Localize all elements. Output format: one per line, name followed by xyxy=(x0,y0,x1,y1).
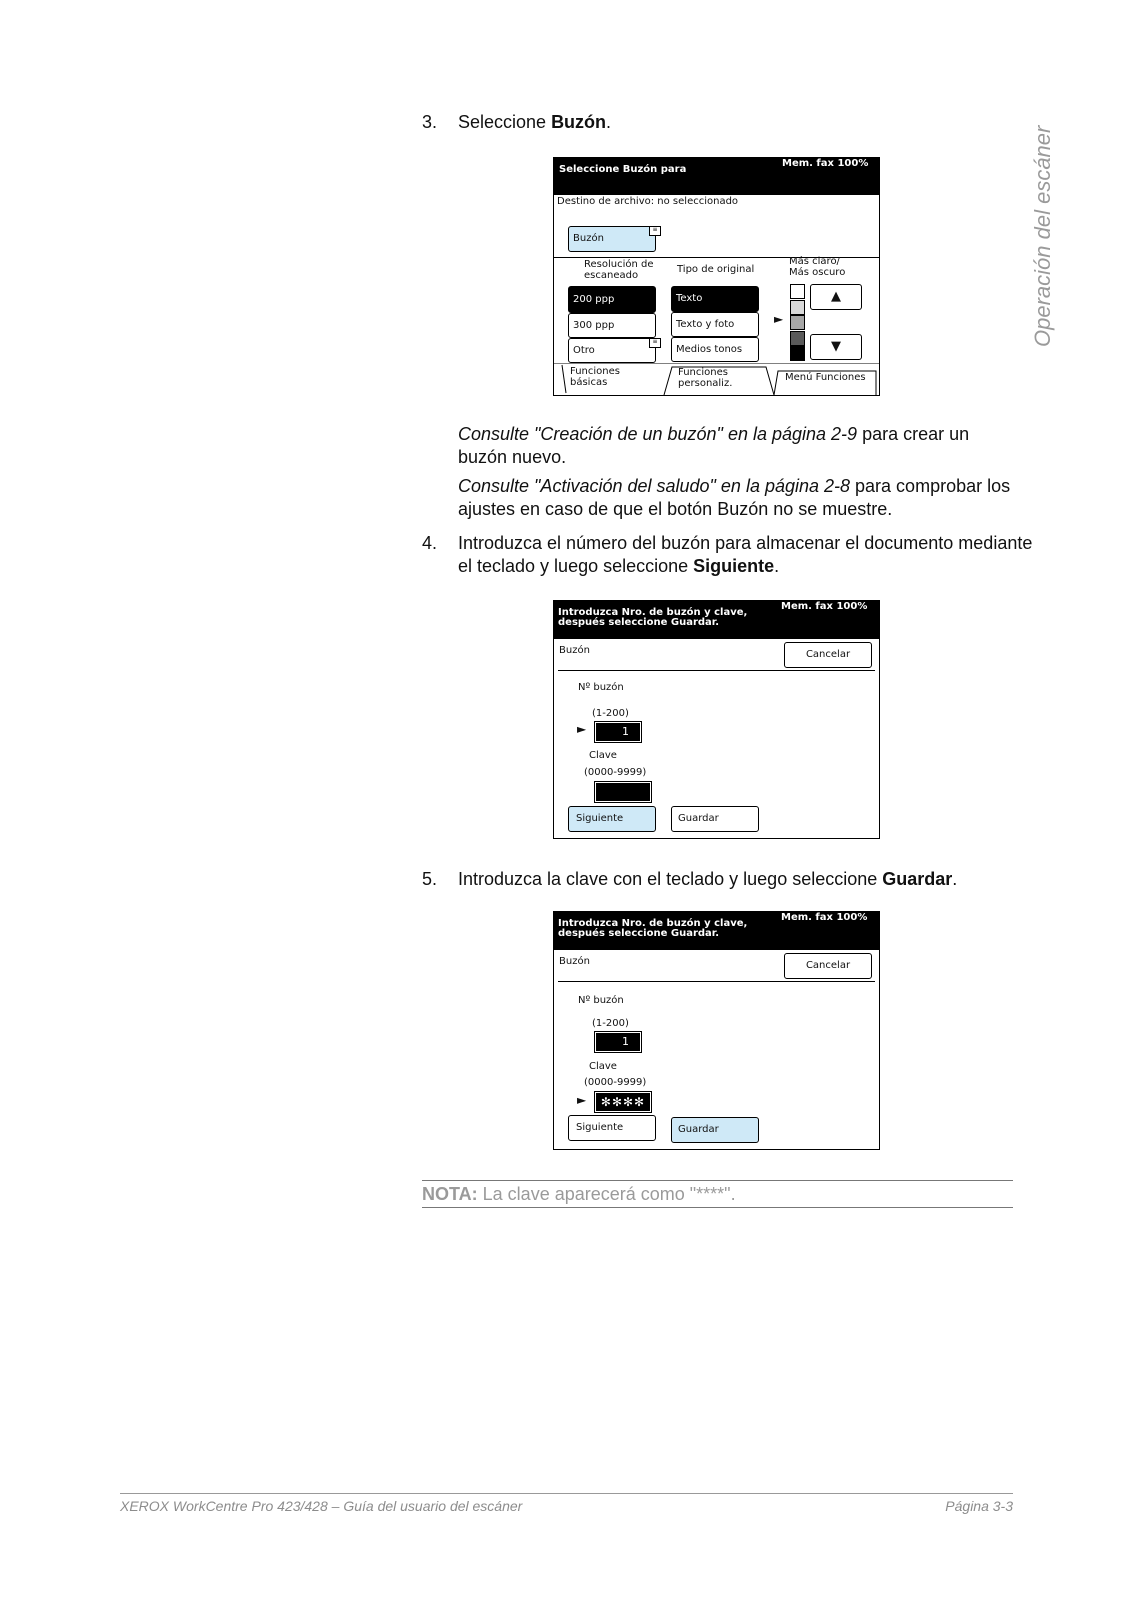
step-text-after: . xyxy=(606,112,612,132)
tab-functions-menu[interactable] xyxy=(785,372,866,383)
box-number-label: Nº buzón xyxy=(578,682,624,693)
cancel-button[interactable] xyxy=(784,642,872,668)
menu-indicator-icon: ≡ xyxy=(649,226,661,236)
step-number: 3. xyxy=(422,112,438,132)
darkness-level-swatch xyxy=(790,315,805,330)
box-range: (1-200) xyxy=(592,1018,629,1029)
mailbox-password-screen xyxy=(553,911,880,1150)
tab-basic-label-2: básicas xyxy=(570,377,608,388)
resolution-label-2: escaneado xyxy=(584,270,639,281)
halftone-type-button[interactable] xyxy=(671,337,759,362)
reference-activate-greeting xyxy=(458,475,1018,521)
tab-custom-label-1: Funciones xyxy=(678,367,728,378)
darker-button[interactable] xyxy=(810,334,862,360)
screen-title-2: después seleccione Guardar. xyxy=(558,928,720,939)
step-text-before: Introduzca la clave con el teclado y luego seleccione xyxy=(458,869,883,889)
screen-title: Seleccione Buzón para xyxy=(559,164,687,175)
darkness-scale xyxy=(790,284,806,362)
text-photo-type-label: Texto y foto xyxy=(676,319,735,330)
save-label: Guardar xyxy=(678,1124,719,1135)
mailbox-number-screen xyxy=(553,600,880,839)
password-value: ✻✻✻✻ xyxy=(600,1095,646,1109)
screen-title-1: Introduzca Nro. de buzón y clave, xyxy=(558,918,748,929)
tab-basic-functions[interactable] xyxy=(570,366,620,388)
note-label: NOTA: xyxy=(422,1184,478,1204)
divider xyxy=(558,981,875,982)
screen-title-1: Introduzca Nro. de buzón y clave, xyxy=(558,607,748,618)
step-text-before: Seleccione xyxy=(458,112,552,132)
lighter-darker-label-2: Más oscuro xyxy=(789,267,846,278)
mailbox-label: Buzón xyxy=(559,956,590,967)
save-button[interactable] xyxy=(671,1117,759,1143)
reference-link[interactable]: Consulte "Creación de un buzón" en la página 2-9 xyxy=(458,424,858,444)
step-bold-term: Siguiente xyxy=(693,556,775,576)
next-button[interactable] xyxy=(568,1115,656,1141)
box-number-input[interactable] xyxy=(596,1033,640,1051)
password-input[interactable] xyxy=(596,783,650,801)
note xyxy=(422,1184,736,1205)
tab-menu-label: Menú Funciones xyxy=(785,372,866,383)
mailbox-select-screen xyxy=(553,157,880,396)
step-text-before: Introduzca el número del buzón para almacenar el documento mediante el teclado y luego seleccione xyxy=(458,533,1033,576)
resolution-other-button[interactable] xyxy=(568,338,656,363)
step-text xyxy=(458,111,1038,134)
note-bottom-rule xyxy=(422,1207,1013,1208)
note-text: La clave aparecerá como "****". xyxy=(477,1184,736,1204)
memory-indicator: Mem. fax 100% xyxy=(781,601,868,612)
divider xyxy=(558,670,875,671)
darkness-level-swatch xyxy=(790,300,805,315)
active-field-pointer-icon: ► xyxy=(577,722,587,736)
screen-title-2: después seleccione Guardar. xyxy=(558,617,720,628)
side-tab-label: Operación del escáner xyxy=(1030,125,1055,347)
password-label: Clave xyxy=(589,1061,617,1072)
step-number: 4. xyxy=(422,533,438,553)
step-bold-term: Guardar xyxy=(882,869,953,889)
password-label: Clave xyxy=(589,750,617,761)
password-range: (0000-9999) xyxy=(584,1077,647,1088)
resolution-other-label: Otro xyxy=(573,345,595,356)
reference-text: para crear un buzón nuevo. xyxy=(458,424,970,467)
reference-create-mailbox xyxy=(458,423,1018,469)
lighter-button[interactable] xyxy=(810,284,862,310)
lighter-darker-label: Más claro/ xyxy=(789,256,840,267)
tab-custom-label-2: personaliz. xyxy=(678,378,733,389)
save-button[interactable] xyxy=(671,806,759,832)
step-text-after: . xyxy=(952,869,958,889)
current-level-pointer-icon: ► xyxy=(774,312,784,326)
darkness-level-swatch xyxy=(790,346,805,361)
active-field-pointer-icon: ► xyxy=(577,1093,587,1107)
mailbox-button-label: Buzón xyxy=(573,233,604,244)
reference-text: para comprobar los ajustes en caso de que el botón Buzón no se muestre. xyxy=(458,476,1011,519)
save-label: Guardar xyxy=(678,813,719,824)
box-number-value: 1 xyxy=(622,1035,629,1048)
original-type-label: Tipo de original xyxy=(677,264,755,275)
step-bold-term: Buzón xyxy=(551,112,607,132)
memory-indicator: Mem. fax 100% xyxy=(781,912,868,923)
step-text-after: . xyxy=(774,556,780,576)
resolution-200-label: 200 ppp xyxy=(573,294,615,305)
destination-text: Destino de archivo: no seleccionado xyxy=(557,196,739,207)
side-tab xyxy=(1030,117,1070,347)
mailbox-label: Buzón xyxy=(559,645,590,656)
next-label: Siguiente xyxy=(576,1122,624,1133)
reference-link[interactable]: Consulte "Activación del saludo" en la página 2-8 xyxy=(458,476,851,496)
box-number-value: 1 xyxy=(622,725,629,738)
next-button[interactable] xyxy=(568,806,656,832)
darkness-level-swatch xyxy=(790,284,805,299)
darkness-level-swatch xyxy=(790,331,805,346)
cancel-label: Cancelar xyxy=(805,960,851,971)
footer-right: Página 3-3 xyxy=(945,1498,1013,1514)
halftone-type-label: Medios tonos xyxy=(676,344,743,355)
footer-left: XEROX WorkCentre Pro 423/428 – Guía del usuario del escáner xyxy=(120,1498,523,1514)
resolution-300-label: 300 ppp xyxy=(573,320,615,331)
text-type-label: Texto xyxy=(676,293,703,304)
password-input[interactable] xyxy=(596,1093,650,1111)
memory-indicator: Mem. fax 100% xyxy=(782,158,869,169)
mailbox-button[interactable] xyxy=(568,226,656,252)
menu-indicator-icon: ≡ xyxy=(649,338,661,348)
cancel-button[interactable] xyxy=(784,953,872,979)
up-arrow-icon: ▲ xyxy=(831,289,841,304)
text-photo-type-button[interactable] xyxy=(671,312,759,337)
screen-header xyxy=(554,601,879,639)
tab-custom-functions[interactable] xyxy=(678,367,732,389)
resolution-200-button[interactable] xyxy=(568,286,656,313)
tab-basic-label-1: Funciones xyxy=(570,366,620,377)
password-range: (0000-9999) xyxy=(584,767,647,778)
step-text xyxy=(458,868,1038,891)
cancel-label: Cancelar xyxy=(805,649,851,660)
step-number: 5. xyxy=(422,869,438,889)
box-range: (1-200) xyxy=(592,708,629,719)
footer-rule xyxy=(120,1493,1013,1494)
note-top-rule xyxy=(422,1180,1013,1181)
text-type-button[interactable] xyxy=(671,286,759,312)
box-number-input[interactable] xyxy=(596,723,640,741)
down-arrow-icon: ▼ xyxy=(831,339,841,354)
box-number-label: Nº buzón xyxy=(578,995,624,1006)
resolution-300-button[interactable] xyxy=(568,313,656,338)
step-text xyxy=(458,532,1038,578)
screen-header xyxy=(554,912,879,950)
screen-header xyxy=(554,158,879,195)
resolution-label: Resolución de xyxy=(584,259,654,270)
next-label: Siguiente xyxy=(576,813,624,824)
